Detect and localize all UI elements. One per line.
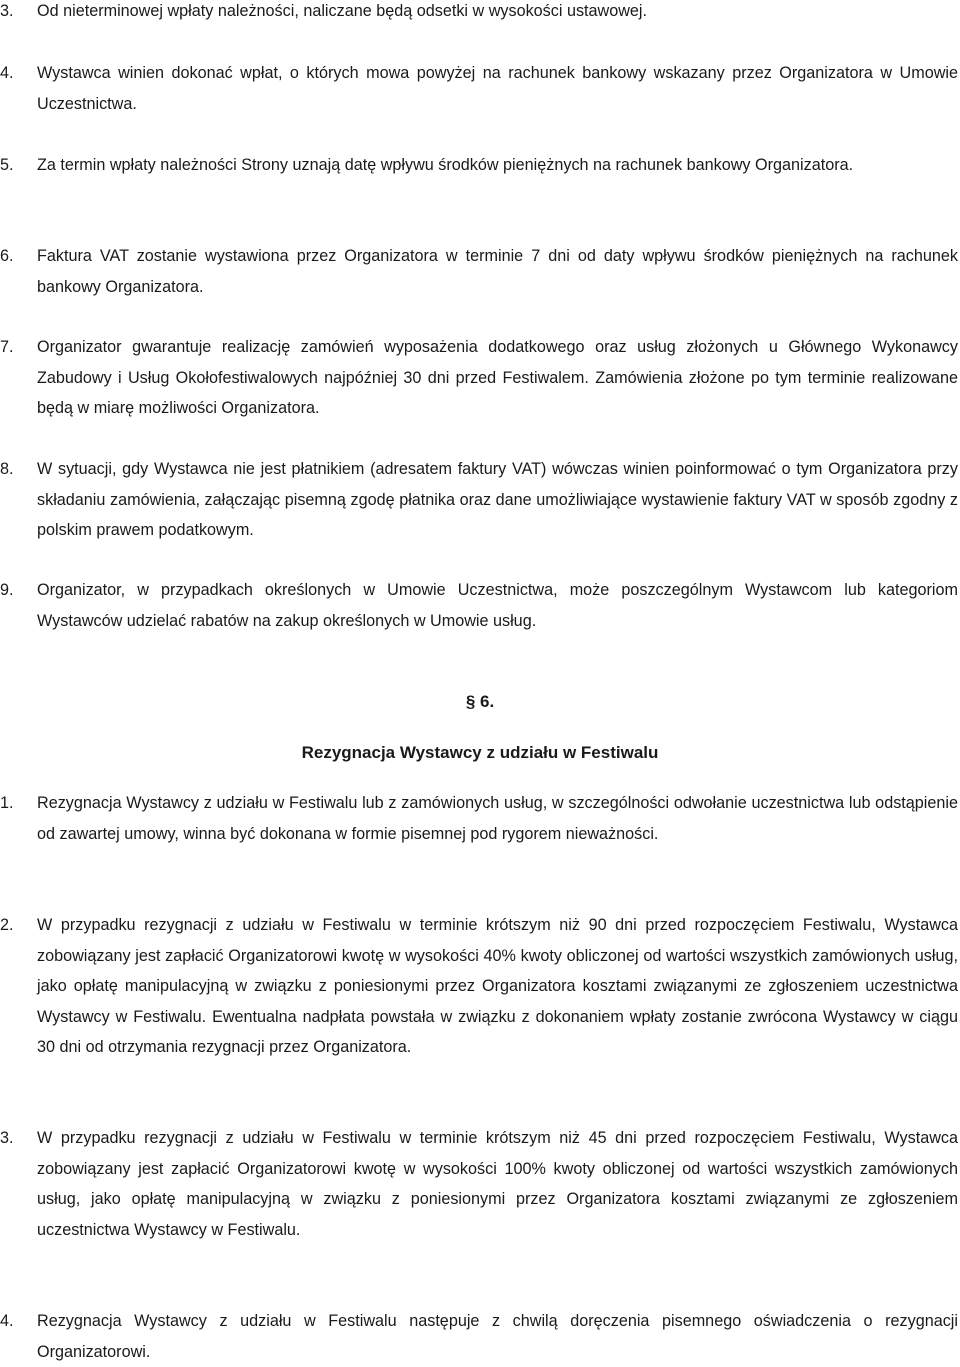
item-number: 4. — [0, 1312, 14, 1330]
item-number: 7. — [0, 338, 14, 356]
list-item — [0, 1123, 958, 1245]
item-number: 1. — [0, 794, 14, 812]
item-number: 4. — [0, 64, 14, 82]
section-number: § 6. — [465, 692, 495, 711]
list-item — [0, 0, 958, 27]
item-text: Rezygnacja Wystawcy z udziału w Festiwalu następuje z chwilą doręczenia pisemnego oświadczenia o rezygnacji Organizatorowi. — [37, 1312, 958, 1361]
item-text: W sytuacji, gdy Wystawca nie jest płatnikiem (adresatem faktury VAT) wówczas winien poinformować o tym Organizatora przy składaniu zamówienia, załączając pisemną zgodę płatnika oraz dane umożliwiające wystawienie faktury VAT w sposób zgodny z polskim prawem podatkowym. — [37, 460, 958, 540]
list-item — [0, 454, 958, 546]
item-number: 5. — [0, 156, 14, 174]
list-item — [0, 575, 958, 636]
item-text: Organizator, w przypadkach określonych w Umowie Uczestnictwa, może poszczególnym Wystawcom lub kategoriom Wystawców udzielać rabatów na zakup określonych w Umowie usług. — [37, 581, 958, 630]
item-text: Wystawca winien dokonać wpłat, o których mowa powyżej na rachunek bankowy wskazany przez Organizatora w Umowie Uczestnictwa. — [37, 64, 958, 113]
item-text: W przypadku rezygnacji z udziału w Festiwalu w terminie krótszym niż 45 dni przed rozpoczęciem Festiwalu, Wystawca zobowiązany jest zapłacić Organizatorowi kwotę w wysokości 100% kwoty obliczonej od wartości wszystkich zamówionych usług, jako opłatę manipulacyjną w związku z poniesionymi przez Organizatora kosztami związanymi ze zgłoszeniem uczestnictwa Wystawcy w Festiwalu. — [37, 1129, 958, 1239]
list-item — [0, 910, 958, 1063]
item-text: Organizator gwarantuje realizację zamówień wyposażenia dodatkowego oraz usług złożonych u Głównego Wykonawcy Zabudowy i Usług Okołofestiwalowych najpóźniej 30 dni przed Festiwalem. Zamówienia złożone po tym terminie realizowane będą w miarę możliwości Organizatora. — [37, 338, 958, 418]
list-item — [0, 788, 958, 849]
item-number: 3. — [0, 2, 14, 20]
item-text: Rezygnacja Wystawcy z udziału w Festiwalu lub z zamówionych usług, w szczególności odwołanie uczestnictwa lub odstąpienie od zawartej umowy, winna być dokonana w formie pisemnej pod rygorem nieważności. — [37, 794, 958, 843]
item-number: 6. — [0, 247, 14, 265]
item-text: Od nieterminowej wpłaty należności, naliczane będą odsetki w wysokości ustawowej. — [37, 2, 648, 20]
item-text: W przypadku rezygnacji z udziału w Festiwalu w terminie krótszym niż 90 dni przed rozpoczęciem Festiwalu, Wystawca zobowiązany jest zapłacić Organizatorowi kwotę w wysokości 40% kwoty obliczonej od wartości wszystkich zamówionych usług, jako opłatę manipulacyjną w związku z poniesionymi przez Organizatora kosztami związanymi ze zgłoszeniem uczestnictwa Wystawcy w Festiwalu. Ewentualna nadpłata powstała w związku z dokonaniem wpłaty zostanie zwrócona Wystawcy w ciągu 30 dni od otrzymania rezygnacji przez Organizatora. — [37, 916, 958, 1057]
item-number: 2. — [0, 916, 14, 934]
list-item — [0, 1306, 958, 1367]
item-number: 9. — [0, 581, 14, 599]
item-number: 8. — [0, 460, 14, 478]
item-number: 3. — [0, 1129, 14, 1147]
list-item — [0, 241, 958, 302]
list-item — [0, 58, 958, 119]
item-text: Za termin wpłaty należności Strony uznają datę wpływu środków pieniężnych na rachunek bankowy Organizatora. — [37, 156, 854, 174]
item-text: Faktura VAT zostanie wystawiona przez Organizatora w terminie 7 dni od daty wpływu środków pieniężnych na rachunek bankowy Organizatora. — [37, 247, 958, 296]
list-item — [0, 150, 958, 181]
section-title: Rezygnacja Wystawcy z udziału w Festiwalu — [301, 743, 659, 762]
list-item — [0, 332, 958, 424]
